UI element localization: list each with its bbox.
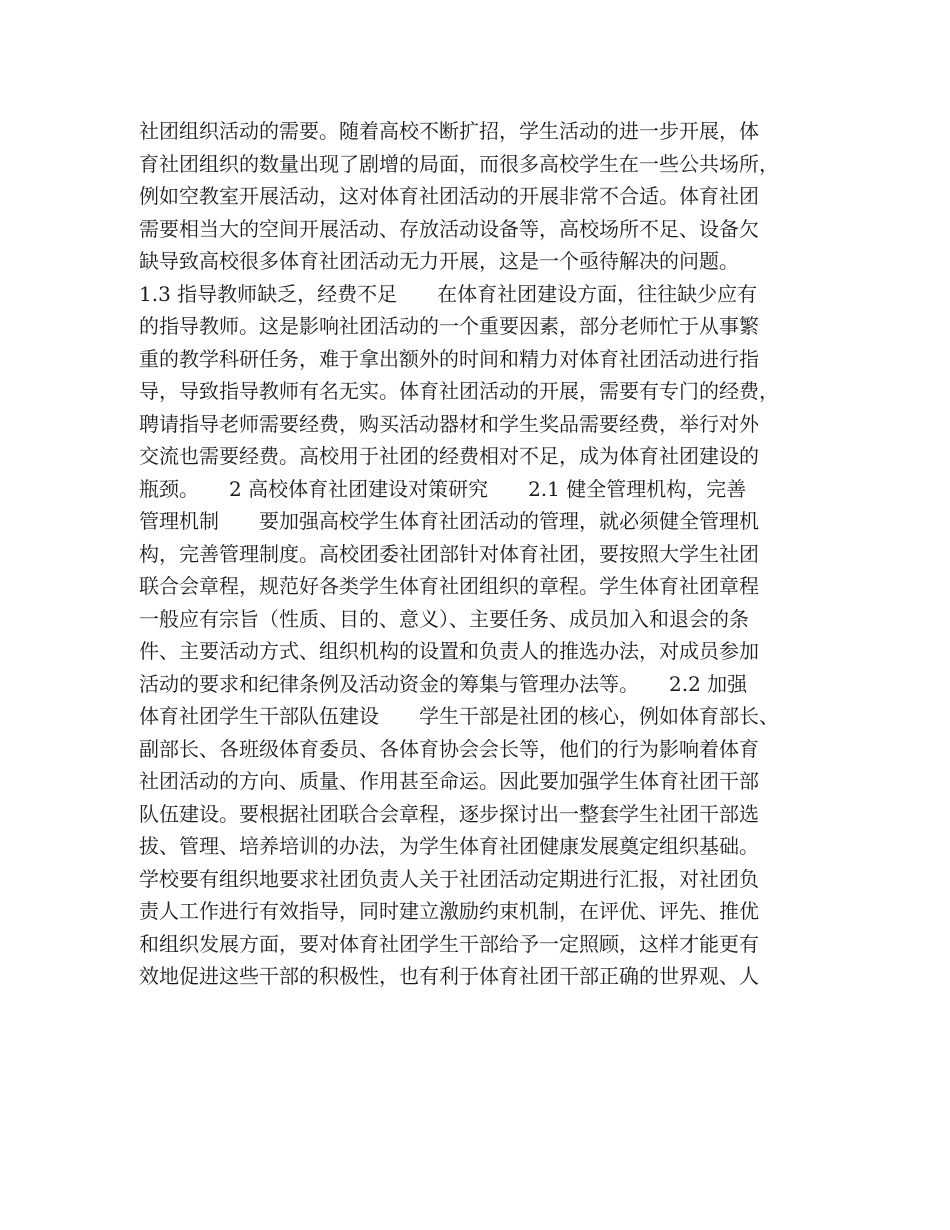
body-text: [139, 115, 829, 993]
text-line: 件、主要活动方式、组织机构的设置和负责人的推选办法，对成员参加: [139, 639, 759, 663]
text-line: 1.3 指导教师缺乏，经费不足 在体育社团建设方面，往往缺少应有: [139, 281, 758, 306]
text-line: 社团组织活动的需要。随着高校不断扩招，学生活动的进一步开展，体: [139, 119, 759, 143]
text-line: 管理机制 要加强高校学生体育社团活动的管理，就必须健全管理机: [139, 509, 759, 533]
text-line: 副部长、各班级体育委员、各体育协会会长等，他们的行为影响着体育: [139, 736, 759, 761]
text-line: 导，导致指导教师有名无实。体育社团活动的开展，需要有专门的经费，: [139, 379, 779, 403]
text-line: 构，完善管理制度。高校团委社团部针对体育社团，要按照大学生社团: [139, 541, 759, 566]
text-line: 瓶颈。 2 高校体育社团建设对策研究 2.1 健全管理机构，完善: [139, 476, 747, 501]
text-line: 交流也需要经费。高校用于社团的经费相对不足，成为体育社团建设的: [139, 444, 759, 468]
text-line: 拔、管理、培养培训的办法，为学生体育社团健康发展奠定组织基础。: [139, 834, 759, 858]
text-line: 体育社团学生干部队伍建设 学生干部是社团的核心，例如体育部长、: [139, 704, 779, 728]
text-line: 责人工作进行有效指导，同时建立激励约束机制，在评优、评先、推优: [139, 899, 759, 923]
text-line: 育社团组织的数量出现了剧增的局面，而很多高校学生在一些公共场所，: [139, 151, 779, 176]
text-line: 一般应有宗旨（性质、目的、意义）、主要任务、成员加入和退会的条: [139, 606, 749, 631]
text-line: 活动的要求和纪律条例及活动资金的筹集与管理办法等。 2.2 加强: [139, 671, 748, 696]
text-line: 和组织发展方面，要对体育社团学生干部给予一定照顾，这样才能更有: [139, 931, 759, 956]
text-line: 缺导致高校很多体育社团活动无力开展，这是一个亟待解决的问题。: [139, 249, 739, 273]
text-line: 需要相当大的空间开展活动、存放活动设备等，高校场所不足、设备欠: [139, 216, 759, 241]
text-line: 效地促进这些干部的积极性，也有利于体育社团干部正确的世界观、人: [139, 964, 759, 988]
text-line: 重的教学科研任务，难于拿出额外的时间和精力对体育社团活动进行指: [139, 346, 759, 371]
text-line: 例如空教室开展活动，这对体育社团活动的开展非常不合适。体育社团: [139, 184, 759, 208]
text-line: 联合会章程，规范好各类学生体育社团组织的章程。学生体育社团章程: [139, 574, 759, 598]
text-line: 聘请指导老师需要经费，购买活动器材和学生奖品需要经费，举行对外: [139, 411, 759, 436]
text-line: 社团活动的方向、质量、作用甚至命运。因此要加强学生体育社团干部: [139, 769, 759, 793]
text-line: 的指导教师。这是影响社团活动的一个重要因素，部分老师忙于从事繁: [139, 314, 759, 338]
text-line: 学校要有组织地要求社团负责人关于社团活动定期进行汇报，对社团负: [139, 866, 759, 891]
text-line: 队伍建设。要根据社团联合会章程，逐步探讨出一整套学生社团干部选: [139, 801, 759, 826]
